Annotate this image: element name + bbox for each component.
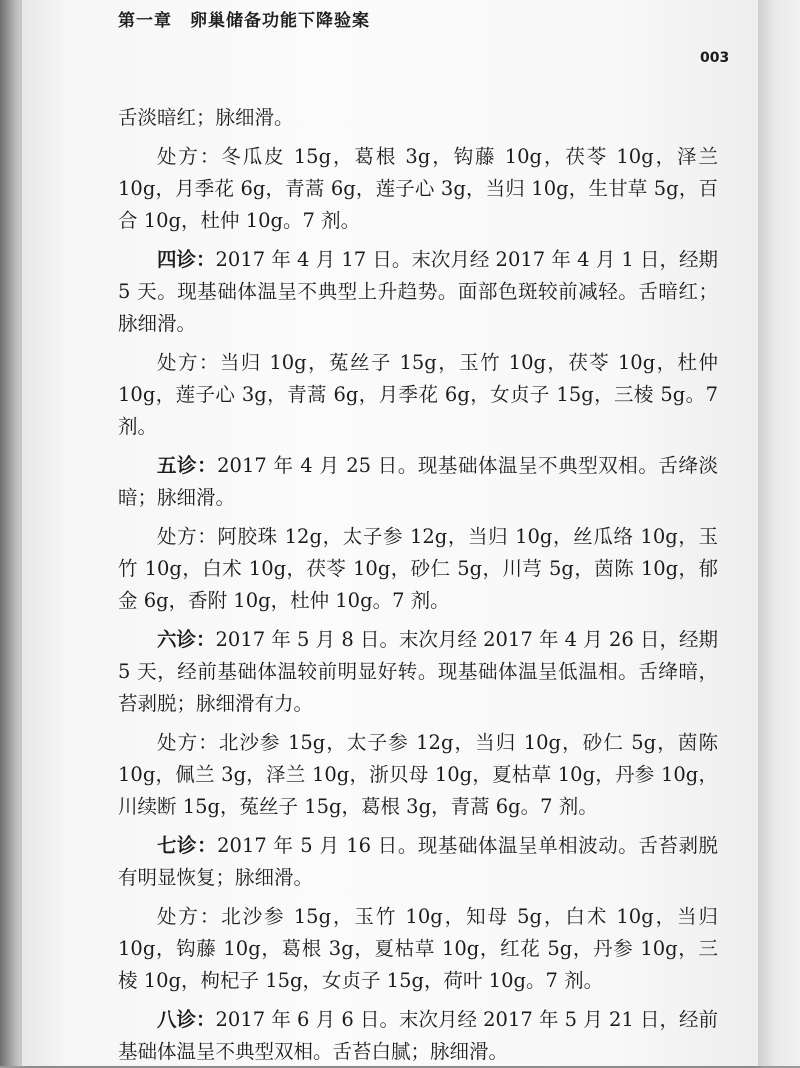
- visit-paragraph-6: [118, 624, 718, 720]
- paragraph-text: 2017 年 5 月 16 日。现基础体温呈单相波动。舌苔剥脱有明显恢复；脉细滑。: [118, 834, 718, 889]
- paragraph-text: 处方：当归 10g，菟丝子 15g，玉竹 10g，茯苓 10g，杜仲 10g，莲子心 3g，青蒿 6g，月季花 6g，女贞子 15g，三棱 5g。7 剂。: [118, 351, 718, 438]
- chapter-title: 卵巢储备功能下降验案: [190, 11, 370, 31]
- facing-page-edge: [758, 0, 800, 1066]
- visit-paragraph-7: [118, 830, 718, 894]
- paragraph-text: 舌淡暗红；脉细滑。: [118, 106, 294, 129]
- paragraph-text: 2017 年 6 月 6 日。末次月经 2017 年 5 月 21 日，经前基础体温呈不典型双相。舌苔白腻；脉细滑。: [118, 1008, 718, 1063]
- paragraph-text: 2017 年 4 月 25 日。现基础体温呈不典型双相。舌绛淡暗；脉细滑。: [118, 454, 718, 509]
- paragraph-text: 处方：冬瓜皮 15g，葛根 3g，钩藤 10g，茯苓 10g，泽兰 10g，月季花 6g，青蒿 6g，莲子心 3g，当归 10g，生甘草 5g，百合 10g，杜仲 10g。7 剂。: [118, 145, 718, 232]
- paragraph-text: 处方：北沙参 15g，玉竹 10g，知母 5g，白术 10g，当归 10g，钩藤 10g，葛根 3g，夏枯草 10g，红花 5g，丹参 10g，三棱 10g，枸杞子 15g，女贞子 15g，荷叶 10g。7 剂。: [118, 905, 718, 992]
- page-number: 003: [700, 50, 730, 66]
- visit-paragraph-5: [118, 450, 718, 514]
- prescription-paragraph: [118, 347, 718, 443]
- paragraph-text: 2017 年 4 月 17 日。末次月经 2017 年 4 月 1 日，经期 5 天。现基础体温呈不典型上升趋势。面部色斑较前减轻。舌暗红；脉细滑。: [118, 248, 718, 335]
- paragraph-text: 2017 年 5 月 8 日。末次月经 2017 年 4 月 26 日，经期 5 天，经前基础体温较前明显好转。现基础体温呈低温相。舌绛暗，苔剥脱；脉细滑有力。: [118, 628, 718, 715]
- visit-label: 四诊：: [157, 248, 216, 271]
- visit-paragraph-8: [118, 1004, 718, 1068]
- prescription-paragraph: [118, 727, 718, 823]
- visit-paragraph-4: [118, 244, 718, 340]
- body-text: [118, 102, 718, 1068]
- visit-label: 八诊：: [157, 1008, 216, 1031]
- paragraph-tongue-pulse: [118, 102, 718, 134]
- visit-label: 五诊：: [157, 454, 218, 477]
- visit-label: 六诊：: [157, 628, 216, 651]
- paragraph-text: 处方：北沙参 15g，太子参 12g，当归 10g，砂仁 5g，茵陈 10g，佩兰 3g，泽兰 10g，浙贝母 10g，夏枯草 10g，丹参 10g，川续断 15g，菟丝子 15g，葛根 3g，青蒿 6g。7 剂。: [118, 731, 718, 818]
- prescription-paragraph: [118, 901, 718, 997]
- running-header: [118, 6, 388, 31]
- paragraph-text: 处方：阿胶珠 12g，太子参 12g，当归 10g，丝瓜络 10g，玉竹 10g，白术 10g，茯苓 10g，砂仁 5g，川芎 5g，茵陈 10g，郁金 6g，香附 10g，杜仲 10g。7 剂。: [118, 525, 718, 612]
- prescription-paragraph: [118, 521, 718, 617]
- prescription-paragraph: [118, 141, 718, 237]
- chapter-number: 第一章: [118, 11, 172, 31]
- visit-label: 七诊：: [157, 834, 218, 857]
